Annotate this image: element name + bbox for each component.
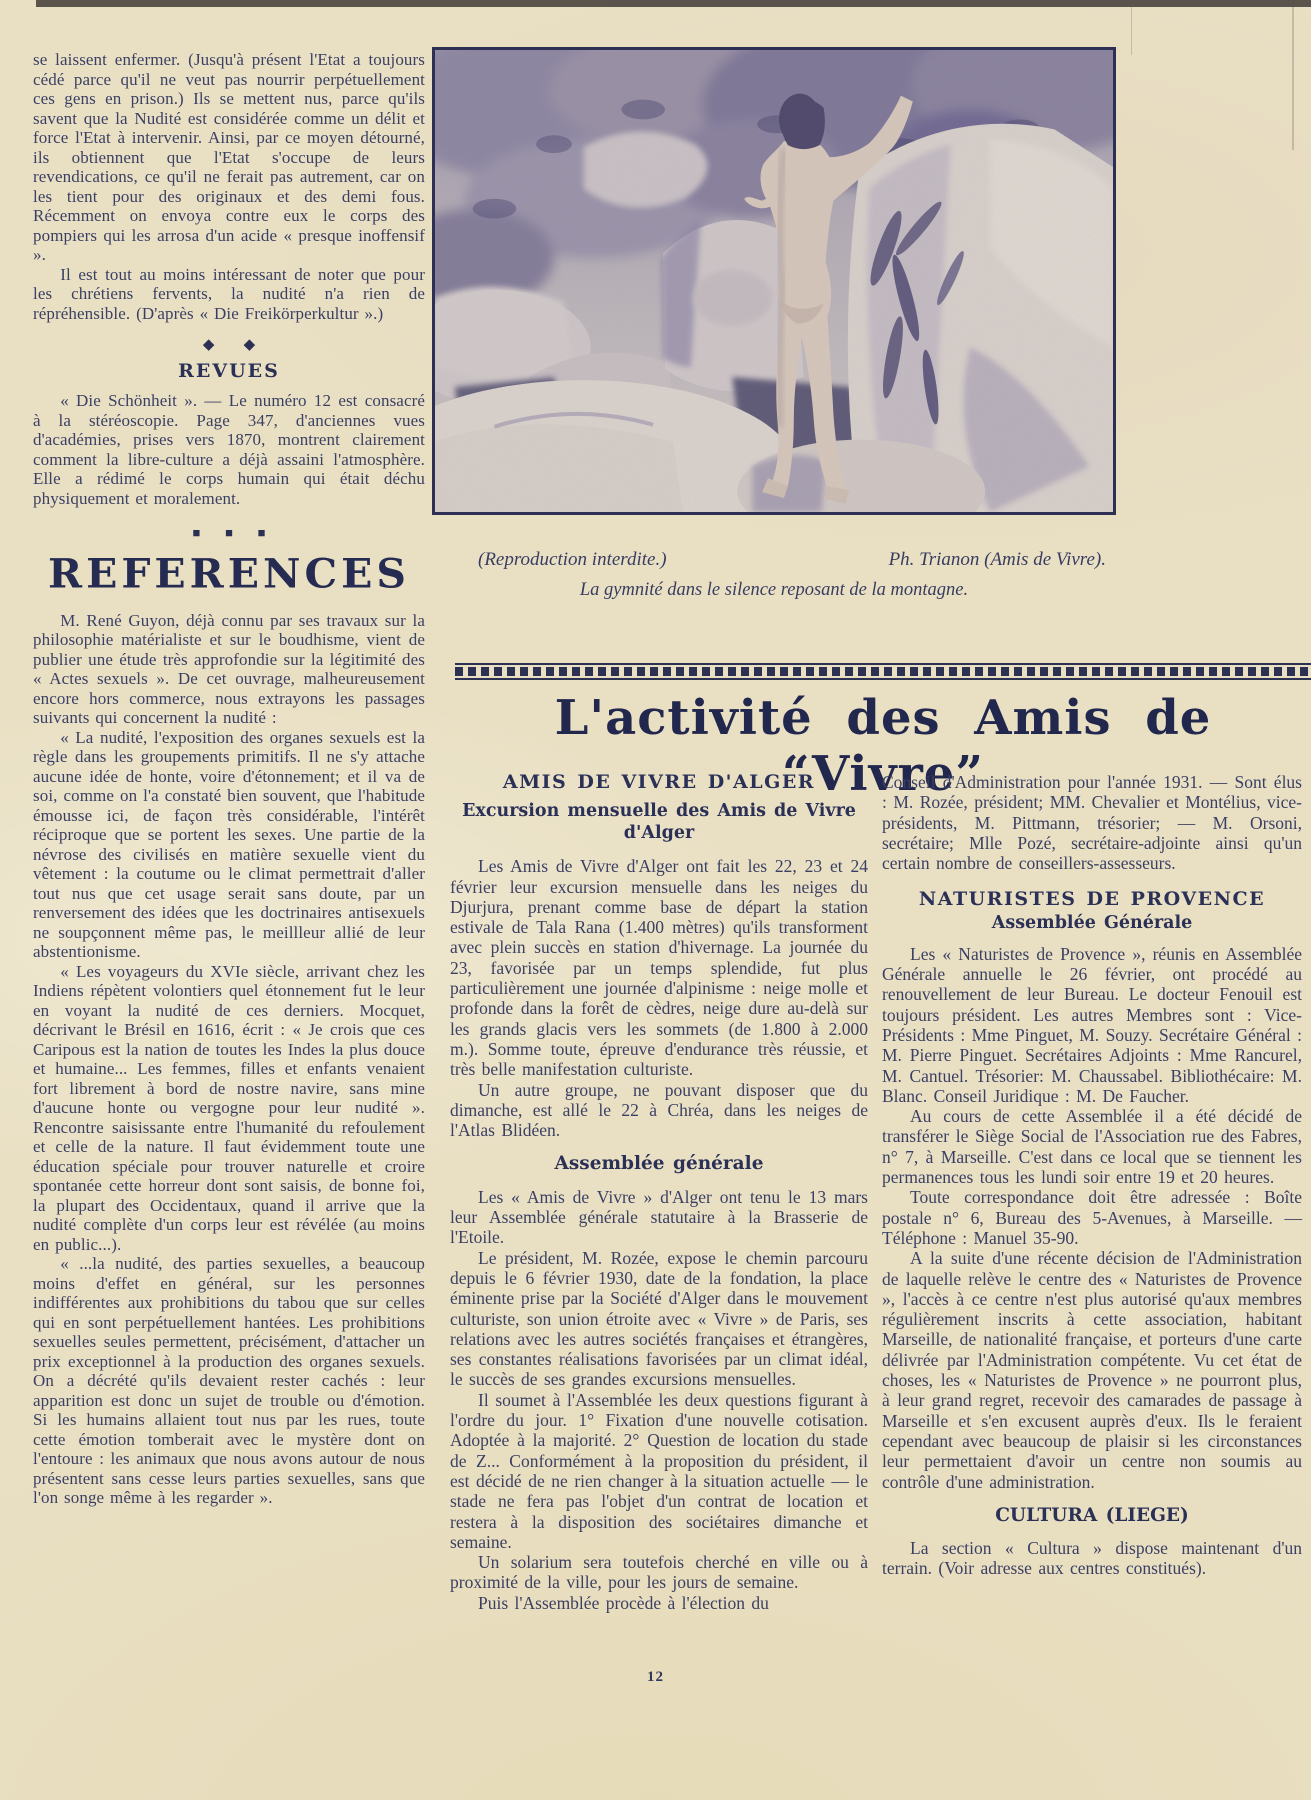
paragraph: Les Amis de Vivre d'Alger ont fait les 22, 23 et 24 février leur excursion mensuelle dans les neiges du Djurjura, prenant comme base de départ la station estivale de Tala Rana (1.400 mètres) qu'ils transforment avec plein succès en station d'hivernage. La journée du 23, favorisée par un temps splendide, fut plus particulièrement une journée d'alpinisme : neige molle et profonde dans la forêt de cèdres, neige dure au-delà sur les grands glacis vers les sommets (de 1.800 à 2.000 m.). Somme toute, épreuve d'endurance très réussie, et très belle manifestation culturiste. (450, 856, 868, 1080)
paragraph: M. René Guyon, déjà connu par ses travaux sur la philosophie matérialiste et sur le boudhisme, vient de publier une étude très approfondie sur la légitimité des « Actes sexuels ». De cet ouvrage, malheureusement encore hors commerce, nous extrayons les passages suivants qui concernent la nudité : (33, 610, 425, 727)
alger-paragraphs (450, 856, 868, 1140)
photo-caption-title: La gymnité dans le silence reposant de la montagne. (579, 580, 969, 600)
revues-paragraphs (33, 391, 425, 508)
cultura-paragraphs (882, 1538, 1302, 1579)
photo-figure (432, 47, 1116, 515)
paragraph: Le président, M. Rozée, expose le chemin parcouru depuis le 6 février 1930, date de la fondation, la place éminente prise par la Société d'Alger dans le mouvement culturiste, son union étroite avec « Vivre » de Paris, ses relations avec les autres sociétés françaises et étrangères, ses constantes réalisations favorisées par un climat idéal, le succès de ses grandes excursions mensuelles. (450, 1247, 868, 1390)
paragraph: « ...la nudité, des parties sexuelles, a beaucoup moins d'effet en général, sur les personnes indifférentes aux prohibitions du tabou que sur celles qui en sont perpétuellement hantées. Les prohibitions sexuelles seules permettent, précisément, d'attacher un prix exceptionnel à la production des organes sexuels. On a décrété qu'ils devaient rester cachés : leur apparition est donc un sujet de trouble ou d'émotion. Si les humains allaient tout nus par les rues, toute cette émotion tomberait avec le mystère dont on l'entoure : les animaux que nous avons autour de nous présentent sans cesse leurs parties sexuelles, sans que l'on songe même à les regarder ». (33, 1254, 425, 1507)
article-column-left (450, 772, 868, 1613)
scan-edge-artifact (36, 0, 1311, 7)
paragraph: Il soumet à l'Assemblée les deux questions figurant à l'ordre du jour. 1° Fixation d'une nouvelle cotisation. Adoptée à la majorité. 2° Question de location du stade de Z... Conformément à la proposition du président, il est décidé de ne rien changer à la situation actuelle — le stade ne fera pas l'objet d'un contrat de location et restera à la disposition des sociétaires dimanche et semaine. (450, 1389, 868, 1552)
photo-caption-row (478, 549, 1106, 571)
paragraph: La section « Cultura » dispose maintenant d'un terrain. (Voir adresse aux centres constitués). (882, 1538, 1302, 1579)
squares-ornament: ■ ■ ■ (192, 525, 276, 540)
naturistes-heading: NATURISTES DE PROVENCE (918, 888, 1266, 911)
paragraph: Puis l'Assemblée procède à l'élection du (478, 1592, 769, 1613)
paragraph: « Les voyageurs du XVIe siècle, arrivant chez les Indiens répètent volontiers quel étonnement fut le leur en voyant la nudité de ces derniers. Mocquet, décrivant le Brésil en 1616, écrit : « Je crois que ces Caripous est la nation de toutes les Indes la plus douce et humaine... Les femmes, filles et enfants venaient fort librement à bord de nostre navire, sans mine d'aucune honte ou vergogne pour leur nudité ». Rencontre saisissante entre l'humanité du refoulement et celle de la nature. Il faut évidemment toute une éducation spéciale pour trouver naturelle et croire spontanée cette horreur dont sont saisis, de bonne foi, la plupart des Occidentaux, quand il arrive que la nudité complète d'un corps leur est révélée (au moins en public...). (33, 961, 425, 1254)
revues-heading: REVUES (178, 359, 280, 382)
scan-scratch (1131, 0, 1132, 55)
paragraph: Les « Amis de Vivre » d'Alger ont tenu le 13 mars leur Assemblée générale statutaire à la Brasserie de l'Etoile. (450, 1186, 868, 1248)
caption-reproduction: (Reproduction interdite.) (478, 549, 667, 570)
paragraph: A la suite d'une récente décision de l'Administration de laquelle relève le centre des « Naturistes de Provence », l'accès à ce centre n'est plus autorisé qu'aux membres régulièrement inscrits à cette association, habitant Marseille, de nationalité française, et porteurs d'une carte délivrée par l'Administration compétente. Vu cet état de choses, les « Naturistes de Provence » ne pourront plus, à leur grand regret, recevoir des camarades de passage à Marseille et s'en excusent auprès d'eux. Ils le feraient cependant avec beaucoup de plaisir si les circonstances leur permettaient d'avoir un centre non soumis au contrôle d'une administration. (882, 1248, 1302, 1492)
alger-subheading: Excursion mensuelle des Amis de Vivre d'Alger (462, 801, 856, 844)
paragraph: Il est tout au moins intéressant de noter que pour les chrétiens fervents, la nudité n'a rien de répréhensible. (D'après « Die Freikörperkultur ».) (33, 264, 425, 323)
paragraph: Toute correspondance doit être adressée : Boîte postale n° 6, Bureau des 5-Avenues, à Marseille. — Téléphone : Manuel 35-90. (882, 1187, 1302, 1248)
assemblee-paragraphs (450, 1187, 868, 1613)
paragraph: Conseil d'Administration pour l'année 1931. — Sont élus : M. Rozée, président; MM. Chevalier et Montélius, vice-présidents, M. Pittmann, trésorier; — M. Orsoni, secrétaire; Mlle Pozé, secrétaire-adjointe ainsi qu'un certain nombre de conseillers-assesseurs. (882, 772, 1302, 874)
assemblee-generale-heading: Assemblée générale (554, 1153, 764, 1175)
page-number: 12 (647, 1669, 664, 1685)
left-column (33, 50, 425, 1508)
alger-heading: AMIS DE VIVRE D'ALGER (502, 771, 816, 793)
paragraph: Un solarium sera toutefois cherché en ville ou à proximité de la ville, pour les jours de semaine. (450, 1552, 868, 1593)
divider-squares (455, 667, 1311, 676)
article-column-right (882, 772, 1302, 1579)
references-paragraphs (33, 611, 425, 1508)
naturistes-subheading: Assemblée Générale (991, 912, 1193, 933)
conseil-paragraphs (882, 772, 1302, 873)
paragraph: Au cours de cette Assemblée il a été décidé de transférer le Siège Social de l'Association rue des Fabres, n° 7, à Marseille. C'est dans ce local que se tiennent les permanences tous les lundi soir entre 19 et 20 heures. (882, 1106, 1302, 1188)
photo-image (435, 50, 1113, 512)
paragraph: Les « Naturistes de Provence », réunis en Assemblée Générale annuelle le 26 février, ont procédé au renouvellement de leur Bureau. Le docteur Fenouil est toujours président. Les autres Membres sont : Vice-Présidents : Mme Pinguet, M. Souzy. Secrétaire Général : M. Pierre Pinguet. Secrétaires Adjoints : Mme Rancurel, M. Cantuel. Trésorier: M. Chaussabel. Bibliothécaire: M. Blanc. Conseil Juridique : M. De Faucher. (882, 943, 1302, 1106)
article-title: L'activité des Amis de “Vivre” (554, 690, 1212, 802)
references-heading: REFERENCES (48, 549, 410, 598)
paragraph: Un autre groupe, ne pouvant disposer que du dimanche, est allé le 22 à Chréa, dans les neiges de l'Atlas Blidéen. (450, 1079, 868, 1141)
paragraph: « Die Schönheit ». — Le numéro 12 est consacré à la stéréoscopie. Page 347, d'anciennes vues d'académies, prises vers 1870, montrent clairement comment la libre-culture a déjà assaini l'atmosphère. Elle a rédimé le corps humain qui était déchu physiquement et moralement. (33, 391, 425, 508)
caption-photographer: Ph. Trianon (Amis de Vivre). (888, 549, 1106, 570)
halftone-grain (435, 50, 1113, 512)
section-divider (455, 663, 1311, 680)
paragraph: « La nudité, l'exposition des organes sexuels est la règle dans les groupements primitifs. Il ne s'y attache aucune idée de honte, voire d'étonnement; et il va de soi, comme on l'a constaté bien souvent, que l'habitude émousse ici, de façon très considérable, l'intérêt réciproque que se portent les sexes. Une partie de la névrose des civilisés en matière sexuelle vient du vêtement : la coutume ou le climat permettrait d'aller tout nus que cet usage serait sans doute, par un renversement des idées que les doctrinaires antisexuels ne soupçonnent même pas, le meillleur allié de leur abstentionisme. (33, 727, 425, 961)
intro-paragraphs (33, 50, 425, 323)
cultura-heading: CULTURA (LIEGE) (995, 1504, 1189, 1526)
naturistes-paragraphs (882, 944, 1302, 1492)
paragraph: se laissent enfermer. (Jusqu'à présent l'Etat a toujours cédé parce qu'il ne veut pas nourrir perpétuellement ces gens en prison.) Ils se mettent nus, parce qu'ils savent que la Nudité est considérée comme un délit et force l'Etat à intervenir. Ainsi, par ce moyen détourné, ils obtiennent que l'Etat s'occupe de leurs revendications, ce qu'il ne ferait pas autrement, car on les tient pour des originaux et des demi fous. Récemment on envoya contre eux le corps des pompiers qui les arrosa d'un acide « presque inoffensif ». (33, 50, 425, 264)
scan-scratch (1292, 0, 1294, 150)
diamond-ornament: ◆ ◆ (202, 337, 268, 353)
